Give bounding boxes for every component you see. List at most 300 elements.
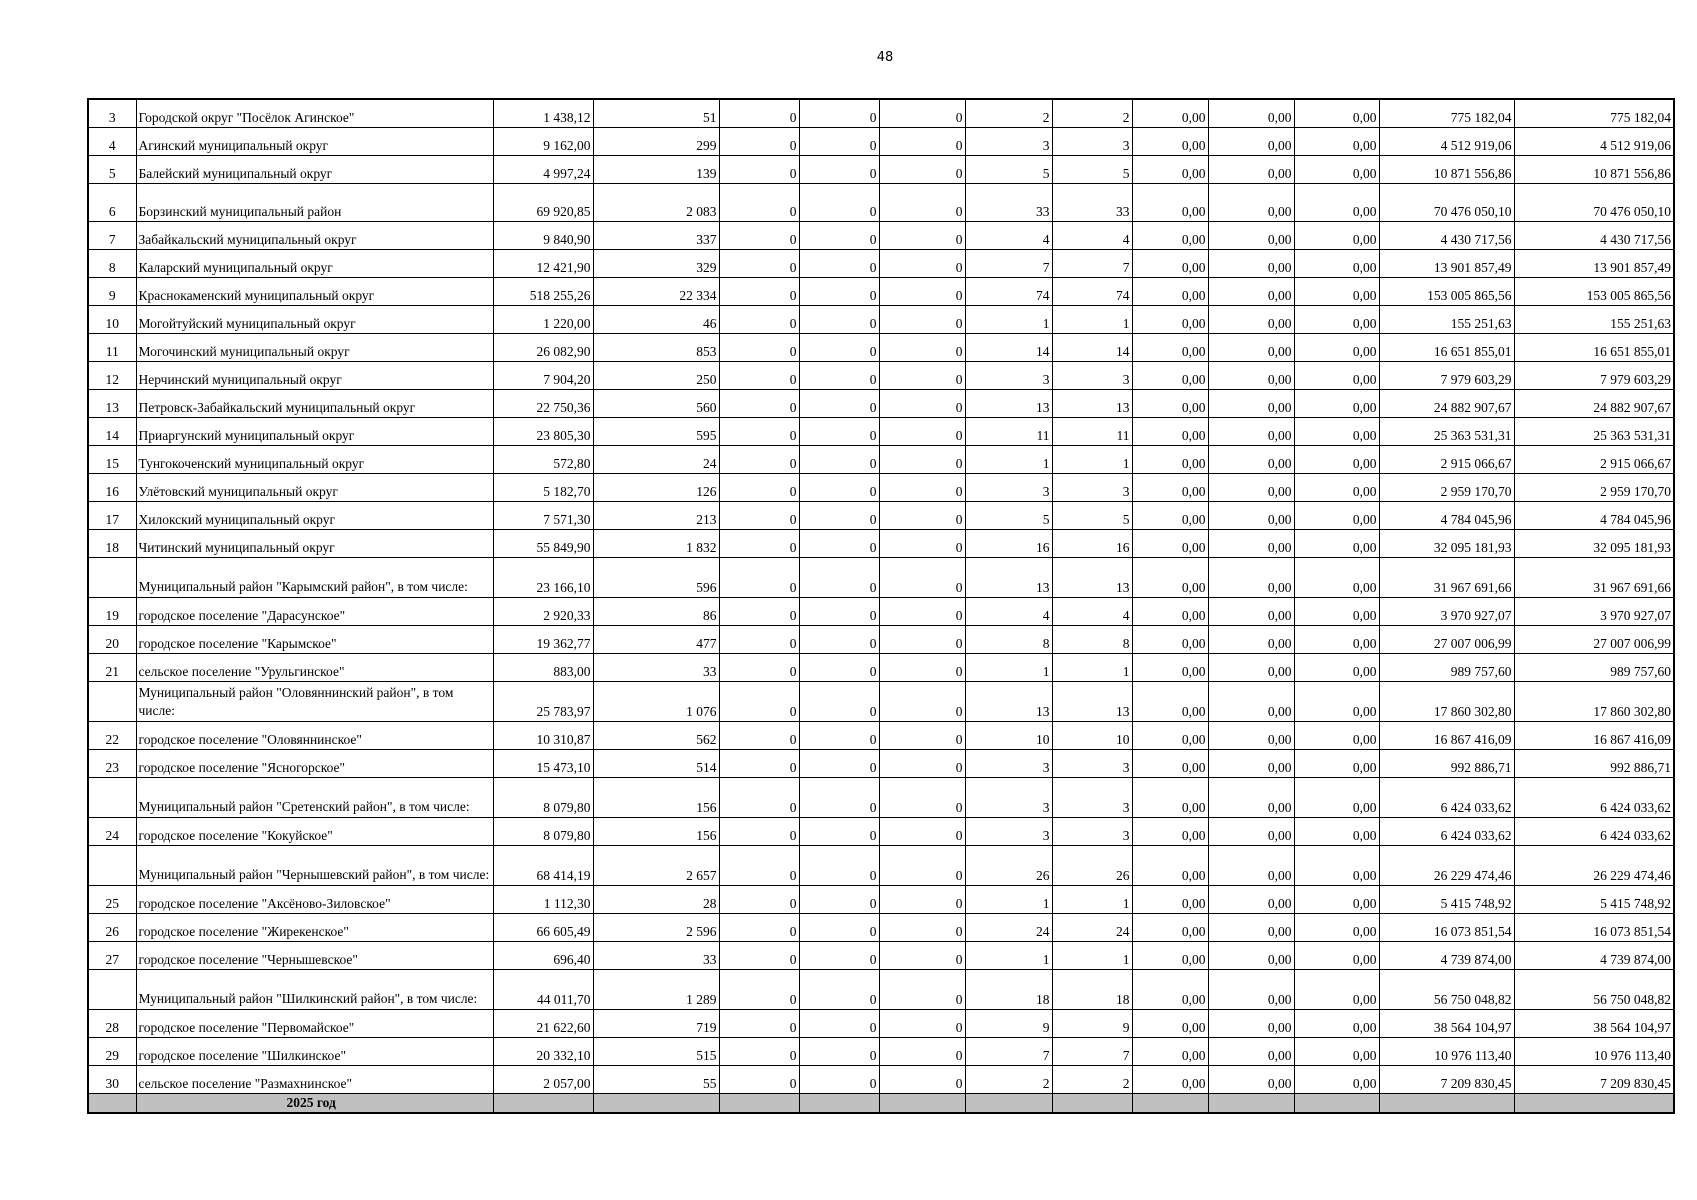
municipality-name-cell: городское поселение "Кокуйское" xyxy=(136,817,493,845)
row-number-cell: 11 xyxy=(88,333,136,361)
value-cell-c8: 0,00 xyxy=(1132,941,1208,969)
municipality-name-cell: городское поселение "Жирекенское" xyxy=(136,913,493,941)
value-cell-c6: 16 xyxy=(965,529,1052,557)
value-cell-c6: 7 xyxy=(965,249,1052,277)
value-cell-c5: 0 xyxy=(879,625,965,653)
row-number-cell: 10 xyxy=(88,305,136,333)
value-cell-c5: 0 xyxy=(879,845,965,885)
value-cell-c10: 0,00 xyxy=(1294,155,1379,183)
value-cell-c8: 0,00 xyxy=(1132,1037,1208,1065)
value-cell-c5: 0 xyxy=(879,1037,965,1065)
value-cell-c11: 16 073 851,54 xyxy=(1379,913,1514,941)
row-number-cell: 16 xyxy=(88,473,136,501)
table-row xyxy=(88,99,1674,127)
value-cell-c7: 1 xyxy=(1052,941,1132,969)
footer-cell xyxy=(719,1093,799,1113)
value-cell-c5: 0 xyxy=(879,417,965,445)
value-cell-c8: 0,00 xyxy=(1132,969,1208,1009)
value-cell-c9: 0,00 xyxy=(1208,885,1294,913)
value-cell-c7: 1 xyxy=(1052,653,1132,681)
value-cell-c6: 10 xyxy=(965,721,1052,749)
value-cell-c4: 0 xyxy=(799,885,879,913)
value-cell-c5: 0 xyxy=(879,361,965,389)
value-cell-c6: 13 xyxy=(965,557,1052,597)
municipality-name-cell: Городской округ "Посёлок Агинское" xyxy=(136,99,493,127)
value-cell-c11: 4 430 717,56 xyxy=(1379,221,1514,249)
value-cell-c2: 22 334 xyxy=(593,277,719,305)
value-cell-c12: 2 959 170,70 xyxy=(1514,473,1674,501)
value-cell-c7: 26 xyxy=(1052,845,1132,885)
row-number-cell: 7 xyxy=(88,221,136,249)
value-cell-c1: 518 255,26 xyxy=(493,277,593,305)
value-cell-c3: 0 xyxy=(719,529,799,557)
value-cell-c2: 562 xyxy=(593,721,719,749)
value-cell-c9: 0,00 xyxy=(1208,913,1294,941)
value-cell-c2: 2 596 xyxy=(593,913,719,941)
value-cell-c7: 3 xyxy=(1052,473,1132,501)
value-cell-c12: 70 476 050,10 xyxy=(1514,183,1674,221)
value-cell-c2: 139 xyxy=(593,155,719,183)
row-number-cell: 27 xyxy=(88,941,136,969)
value-cell-c3: 0 xyxy=(719,969,799,1009)
row-number-cell xyxy=(88,557,136,597)
value-cell-c3: 0 xyxy=(719,1037,799,1065)
value-cell-c5: 0 xyxy=(879,1009,965,1037)
row-number-cell xyxy=(88,681,136,721)
value-cell-c11: 2 959 170,70 xyxy=(1379,473,1514,501)
value-cell-c6: 24 xyxy=(965,913,1052,941)
value-cell-c5: 0 xyxy=(879,941,965,969)
value-cell-c3: 0 xyxy=(719,681,799,721)
value-cell-c8: 0,00 xyxy=(1132,473,1208,501)
value-cell-c3: 0 xyxy=(719,1009,799,1037)
value-cell-c11: 16 651 855,01 xyxy=(1379,333,1514,361)
value-cell-c6: 1 xyxy=(965,305,1052,333)
value-cell-c10: 0,00 xyxy=(1294,1009,1379,1037)
table-row xyxy=(88,529,1674,557)
value-cell-c3: 0 xyxy=(719,445,799,473)
value-cell-c9: 0,00 xyxy=(1208,777,1294,817)
value-cell-c1: 9 840,90 xyxy=(493,221,593,249)
table-row xyxy=(88,597,1674,625)
footer-cell xyxy=(593,1093,719,1113)
value-cell-c1: 21 622,60 xyxy=(493,1009,593,1037)
value-cell-c12: 27 007 006,99 xyxy=(1514,625,1674,653)
value-cell-c10: 0,00 xyxy=(1294,721,1379,749)
municipality-name-cell: Краснокаменский муниципальный округ xyxy=(136,277,493,305)
value-cell-c12: 32 095 181,93 xyxy=(1514,529,1674,557)
value-cell-c4: 0 xyxy=(799,529,879,557)
value-cell-c2: 853 xyxy=(593,333,719,361)
value-cell-c4: 0 xyxy=(799,653,879,681)
table-row xyxy=(88,557,1674,597)
value-cell-c8: 0,00 xyxy=(1132,361,1208,389)
value-cell-c11: 775 182,04 xyxy=(1379,99,1514,127)
value-cell-c5: 0 xyxy=(879,1065,965,1093)
value-cell-c1: 19 362,77 xyxy=(493,625,593,653)
value-cell-c7: 13 xyxy=(1052,389,1132,417)
value-cell-c5: 0 xyxy=(879,557,965,597)
value-cell-c1: 66 605,49 xyxy=(493,913,593,941)
value-cell-c1: 15 473,10 xyxy=(493,749,593,777)
value-cell-c3: 0 xyxy=(719,941,799,969)
value-cell-c6: 9 xyxy=(965,1009,1052,1037)
value-cell-c9: 0,00 xyxy=(1208,969,1294,1009)
value-cell-c11: 2 915 066,67 xyxy=(1379,445,1514,473)
value-cell-c12: 10 976 113,40 xyxy=(1514,1037,1674,1065)
value-cell-c4: 0 xyxy=(799,1009,879,1037)
value-cell-c1: 883,00 xyxy=(493,653,593,681)
value-cell-c8: 0,00 xyxy=(1132,99,1208,127)
row-number-cell: 20 xyxy=(88,625,136,653)
value-cell-c5: 0 xyxy=(879,99,965,127)
value-cell-c3: 0 xyxy=(719,557,799,597)
value-cell-c9: 0,00 xyxy=(1208,817,1294,845)
value-cell-c3: 0 xyxy=(719,249,799,277)
value-cell-c11: 10 976 113,40 xyxy=(1379,1037,1514,1065)
value-cell-c10: 0,00 xyxy=(1294,941,1379,969)
value-cell-c7: 9 xyxy=(1052,1009,1132,1037)
value-cell-c1: 7 571,30 xyxy=(493,501,593,529)
value-cell-c10: 0,00 xyxy=(1294,529,1379,557)
value-cell-c9: 0,00 xyxy=(1208,99,1294,127)
value-cell-c4: 0 xyxy=(799,249,879,277)
municipality-name-cell: Муниципальный район "Чернышевский район", в том числе: xyxy=(136,845,493,885)
value-cell-c3: 0 xyxy=(719,155,799,183)
value-cell-c5: 0 xyxy=(879,653,965,681)
row-number-cell: 17 xyxy=(88,501,136,529)
value-cell-c9: 0,00 xyxy=(1208,529,1294,557)
value-cell-c4: 0 xyxy=(799,361,879,389)
value-cell-c8: 0,00 xyxy=(1132,249,1208,277)
value-cell-c10: 0,00 xyxy=(1294,333,1379,361)
municipality-name-cell: городское поселение "Оловяннинское" xyxy=(136,721,493,749)
row-number-cell: 21 xyxy=(88,653,136,681)
municipality-name-cell: городское поселение "Чернышевское" xyxy=(136,941,493,969)
table-row xyxy=(88,721,1674,749)
value-cell-c10: 0,00 xyxy=(1294,249,1379,277)
value-cell-c3: 0 xyxy=(719,389,799,417)
value-cell-c2: 719 xyxy=(593,1009,719,1037)
value-cell-c1: 68 414,19 xyxy=(493,845,593,885)
value-cell-c10: 0,00 xyxy=(1294,969,1379,1009)
value-cell-c10: 0,00 xyxy=(1294,417,1379,445)
municipality-name-cell: городское поселение "Ясногорское" xyxy=(136,749,493,777)
municipality-name-cell: Тунгокоченский муниципальный округ xyxy=(136,445,493,473)
value-cell-c9: 0,00 xyxy=(1208,389,1294,417)
table-row xyxy=(88,389,1674,417)
row-number-cell: 12 xyxy=(88,361,136,389)
value-cell-c7: 10 xyxy=(1052,721,1132,749)
table-row xyxy=(88,625,1674,653)
value-cell-c11: 155 251,63 xyxy=(1379,305,1514,333)
value-cell-c5: 0 xyxy=(879,333,965,361)
value-cell-c4: 0 xyxy=(799,417,879,445)
value-cell-c4: 0 xyxy=(799,557,879,597)
value-cell-c5: 0 xyxy=(879,681,965,721)
footer-year-label: 2025 год xyxy=(136,1093,493,1113)
value-cell-c8: 0,00 xyxy=(1132,557,1208,597)
value-cell-c11: 992 886,71 xyxy=(1379,749,1514,777)
value-cell-c1: 696,40 xyxy=(493,941,593,969)
value-cell-c9: 0,00 xyxy=(1208,625,1294,653)
value-cell-c6: 1 xyxy=(965,445,1052,473)
value-cell-c5: 0 xyxy=(879,777,965,817)
value-cell-c2: 1 832 xyxy=(593,529,719,557)
value-cell-c6: 1 xyxy=(965,885,1052,913)
value-cell-c3: 0 xyxy=(719,473,799,501)
value-cell-c8: 0,00 xyxy=(1132,885,1208,913)
value-cell-c8: 0,00 xyxy=(1132,845,1208,885)
value-cell-c12: 775 182,04 xyxy=(1514,99,1674,127)
table-row xyxy=(88,249,1674,277)
value-cell-c1: 23 166,10 xyxy=(493,557,593,597)
value-cell-c9: 0,00 xyxy=(1208,305,1294,333)
value-cell-c1: 4 997,24 xyxy=(493,155,593,183)
value-cell-c9: 0,00 xyxy=(1208,1037,1294,1065)
value-cell-c6: 74 xyxy=(965,277,1052,305)
value-cell-c7: 2 xyxy=(1052,99,1132,127)
value-cell-c3: 0 xyxy=(719,777,799,817)
row-number-cell: 25 xyxy=(88,885,136,913)
value-cell-c3: 0 xyxy=(719,333,799,361)
value-cell-c9: 0,00 xyxy=(1208,653,1294,681)
value-cell-c7: 14 xyxy=(1052,333,1132,361)
value-cell-c8: 0,00 xyxy=(1132,817,1208,845)
value-cell-c6: 3 xyxy=(965,777,1052,817)
value-cell-c7: 74 xyxy=(1052,277,1132,305)
value-cell-c11: 4 784 045,96 xyxy=(1379,501,1514,529)
row-number-cell: 5 xyxy=(88,155,136,183)
value-cell-c8: 0,00 xyxy=(1132,333,1208,361)
value-cell-c2: 596 xyxy=(593,557,719,597)
value-cell-c12: 16 651 855,01 xyxy=(1514,333,1674,361)
value-cell-c8: 0,00 xyxy=(1132,305,1208,333)
value-cell-c9: 0,00 xyxy=(1208,127,1294,155)
value-cell-c10: 0,00 xyxy=(1294,501,1379,529)
value-cell-c4: 0 xyxy=(799,389,879,417)
value-cell-c5: 0 xyxy=(879,277,965,305)
value-cell-c1: 44 011,70 xyxy=(493,969,593,1009)
value-cell-c4: 0 xyxy=(799,501,879,529)
table-row xyxy=(88,155,1674,183)
value-cell-c6: 2 xyxy=(965,99,1052,127)
table-row xyxy=(88,305,1674,333)
value-cell-c8: 0,00 xyxy=(1132,777,1208,817)
value-cell-c6: 3 xyxy=(965,361,1052,389)
value-cell-c1: 2 920,33 xyxy=(493,597,593,625)
municipality-name-cell: Хилокский муниципальный округ xyxy=(136,501,493,529)
table-row xyxy=(88,681,1674,721)
value-cell-c7: 3 xyxy=(1052,749,1132,777)
value-cell-c8: 0,00 xyxy=(1132,127,1208,155)
value-cell-c4: 0 xyxy=(799,305,879,333)
value-cell-c9: 0,00 xyxy=(1208,557,1294,597)
value-cell-c6: 14 xyxy=(965,333,1052,361)
value-cell-c12: 31 967 691,66 xyxy=(1514,557,1674,597)
value-cell-c2: 55 xyxy=(593,1065,719,1093)
value-cell-c7: 5 xyxy=(1052,155,1132,183)
value-cell-c4: 0 xyxy=(799,473,879,501)
municipality-name-cell: Петровск-Забайкальский муниципальный округ xyxy=(136,389,493,417)
value-cell-c5: 0 xyxy=(879,221,965,249)
value-cell-c4: 0 xyxy=(799,597,879,625)
value-cell-c12: 6 424 033,62 xyxy=(1514,817,1674,845)
value-cell-c8: 0,00 xyxy=(1132,721,1208,749)
row-number-cell: 22 xyxy=(88,721,136,749)
footer-cell xyxy=(965,1093,1052,1113)
value-cell-c12: 56 750 048,82 xyxy=(1514,969,1674,1009)
value-cell-c9: 0,00 xyxy=(1208,721,1294,749)
row-number-cell: 26 xyxy=(88,913,136,941)
value-cell-c1: 1 112,30 xyxy=(493,885,593,913)
row-number-cell: 9 xyxy=(88,277,136,305)
value-cell-c2: 337 xyxy=(593,221,719,249)
value-cell-c1: 26 082,90 xyxy=(493,333,593,361)
municipality-name-cell: Муниципальный район "Оловяннинский район", в том числе: xyxy=(136,681,493,721)
value-cell-c10: 0,00 xyxy=(1294,777,1379,817)
value-cell-c3: 0 xyxy=(719,1065,799,1093)
value-cell-c4: 0 xyxy=(799,277,879,305)
value-cell-c8: 0,00 xyxy=(1132,529,1208,557)
value-cell-c1: 20 332,10 xyxy=(493,1037,593,1065)
row-number-cell: 4 xyxy=(88,127,136,155)
value-cell-c2: 560 xyxy=(593,389,719,417)
municipality-name-cell: Муниципальный район "Карымский район", в том числе: xyxy=(136,557,493,597)
value-cell-c8: 0,00 xyxy=(1132,155,1208,183)
value-cell-c10: 0,00 xyxy=(1294,99,1379,127)
value-cell-c2: 86 xyxy=(593,597,719,625)
value-cell-c10: 0,00 xyxy=(1294,221,1379,249)
value-cell-c9: 0,00 xyxy=(1208,417,1294,445)
value-cell-c12: 992 886,71 xyxy=(1514,749,1674,777)
municipality-name-cell: Приаргунский муниципальный округ xyxy=(136,417,493,445)
row-number-cell: 15 xyxy=(88,445,136,473)
value-cell-c9: 0,00 xyxy=(1208,597,1294,625)
table-row xyxy=(88,277,1674,305)
value-cell-c11: 31 967 691,66 xyxy=(1379,557,1514,597)
municipality-name-cell: Читинский муниципальный округ xyxy=(136,529,493,557)
value-cell-c1: 12 421,90 xyxy=(493,249,593,277)
value-cell-c3: 0 xyxy=(719,913,799,941)
footer-cell xyxy=(1514,1093,1674,1113)
value-cell-c1: 572,80 xyxy=(493,445,593,473)
value-cell-c12: 25 363 531,31 xyxy=(1514,417,1674,445)
value-cell-c11: 16 867 416,09 xyxy=(1379,721,1514,749)
municipality-name-cell: Нерчинский муниципальный округ xyxy=(136,361,493,389)
value-cell-c10: 0,00 xyxy=(1294,885,1379,913)
value-cell-c8: 0,00 xyxy=(1132,417,1208,445)
row-number-cell: 8 xyxy=(88,249,136,277)
data-table xyxy=(87,98,1675,1114)
value-cell-c3: 0 xyxy=(719,817,799,845)
value-cell-c6: 3 xyxy=(965,749,1052,777)
table-row xyxy=(88,473,1674,501)
value-cell-c12: 13 901 857,49 xyxy=(1514,249,1674,277)
value-cell-c6: 33 xyxy=(965,183,1052,221)
value-cell-c12: 5 415 748,92 xyxy=(1514,885,1674,913)
value-cell-c1: 1 220,00 xyxy=(493,305,593,333)
value-cell-c11: 27 007 006,99 xyxy=(1379,625,1514,653)
value-cell-c5: 0 xyxy=(879,249,965,277)
footer-cell xyxy=(88,1093,136,1113)
row-number-cell: 18 xyxy=(88,529,136,557)
municipality-name-cell: Агинский муниципальный округ xyxy=(136,127,493,155)
table-row xyxy=(88,1009,1674,1037)
value-cell-c5: 0 xyxy=(879,127,965,155)
value-cell-c5: 0 xyxy=(879,155,965,183)
municipality-name-cell: Забайкальский муниципальный округ xyxy=(136,221,493,249)
value-cell-c10: 0,00 xyxy=(1294,389,1379,417)
value-cell-c2: 126 xyxy=(593,473,719,501)
value-cell-c4: 0 xyxy=(799,333,879,361)
footer-cell xyxy=(879,1093,965,1113)
value-cell-c12: 4 784 045,96 xyxy=(1514,501,1674,529)
value-cell-c3: 0 xyxy=(719,845,799,885)
table-body xyxy=(88,99,1674,1093)
value-cell-c4: 0 xyxy=(799,99,879,127)
value-cell-c5: 0 xyxy=(879,749,965,777)
value-cell-c10: 0,00 xyxy=(1294,277,1379,305)
value-cell-c9: 0,00 xyxy=(1208,249,1294,277)
municipality-name-cell: сельское поселение "Размахнинское" xyxy=(136,1065,493,1093)
value-cell-c10: 0,00 xyxy=(1294,1037,1379,1065)
row-number-cell: 14 xyxy=(88,417,136,445)
value-cell-c9: 0,00 xyxy=(1208,277,1294,305)
value-cell-c12: 4 430 717,56 xyxy=(1514,221,1674,249)
value-cell-c9: 0,00 xyxy=(1208,1009,1294,1037)
value-cell-c2: 1 289 xyxy=(593,969,719,1009)
value-cell-c5: 0 xyxy=(879,885,965,913)
value-cell-c11: 38 564 104,97 xyxy=(1379,1009,1514,1037)
value-cell-c1: 8 079,80 xyxy=(493,817,593,845)
value-cell-c12: 16 073 851,54 xyxy=(1514,913,1674,941)
value-cell-c7: 16 xyxy=(1052,529,1132,557)
value-cell-c8: 0,00 xyxy=(1132,597,1208,625)
value-cell-c3: 0 xyxy=(719,721,799,749)
row-number-cell xyxy=(88,845,136,885)
value-cell-c12: 155 251,63 xyxy=(1514,305,1674,333)
value-cell-c4: 0 xyxy=(799,913,879,941)
value-cell-c9: 0,00 xyxy=(1208,941,1294,969)
table-row xyxy=(88,969,1674,1009)
value-cell-c9: 0,00 xyxy=(1208,445,1294,473)
value-cell-c10: 0,00 xyxy=(1294,845,1379,885)
value-cell-c11: 17 860 302,80 xyxy=(1379,681,1514,721)
table-row xyxy=(88,777,1674,817)
value-cell-c1: 5 182,70 xyxy=(493,473,593,501)
row-number-cell: 3 xyxy=(88,99,136,127)
value-cell-c6: 1 xyxy=(965,941,1052,969)
value-cell-c6: 8 xyxy=(965,625,1052,653)
footer-cell xyxy=(1294,1093,1379,1113)
value-cell-c1: 9 162,00 xyxy=(493,127,593,155)
value-cell-c2: 515 xyxy=(593,1037,719,1065)
value-cell-c1: 23 805,30 xyxy=(493,417,593,445)
value-cell-c8: 0,00 xyxy=(1132,183,1208,221)
value-cell-c2: 46 xyxy=(593,305,719,333)
value-cell-c9: 0,00 xyxy=(1208,845,1294,885)
row-number-cell: 23 xyxy=(88,749,136,777)
value-cell-c9: 0,00 xyxy=(1208,333,1294,361)
value-cell-c9: 0,00 xyxy=(1208,361,1294,389)
value-cell-c12: 7 209 830,45 xyxy=(1514,1065,1674,1093)
value-cell-c2: 33 xyxy=(593,653,719,681)
value-cell-c12: 26 229 474,46 xyxy=(1514,845,1674,885)
value-cell-c10: 0,00 xyxy=(1294,361,1379,389)
value-cell-c6: 13 xyxy=(965,389,1052,417)
value-cell-c1: 25 783,97 xyxy=(493,681,593,721)
